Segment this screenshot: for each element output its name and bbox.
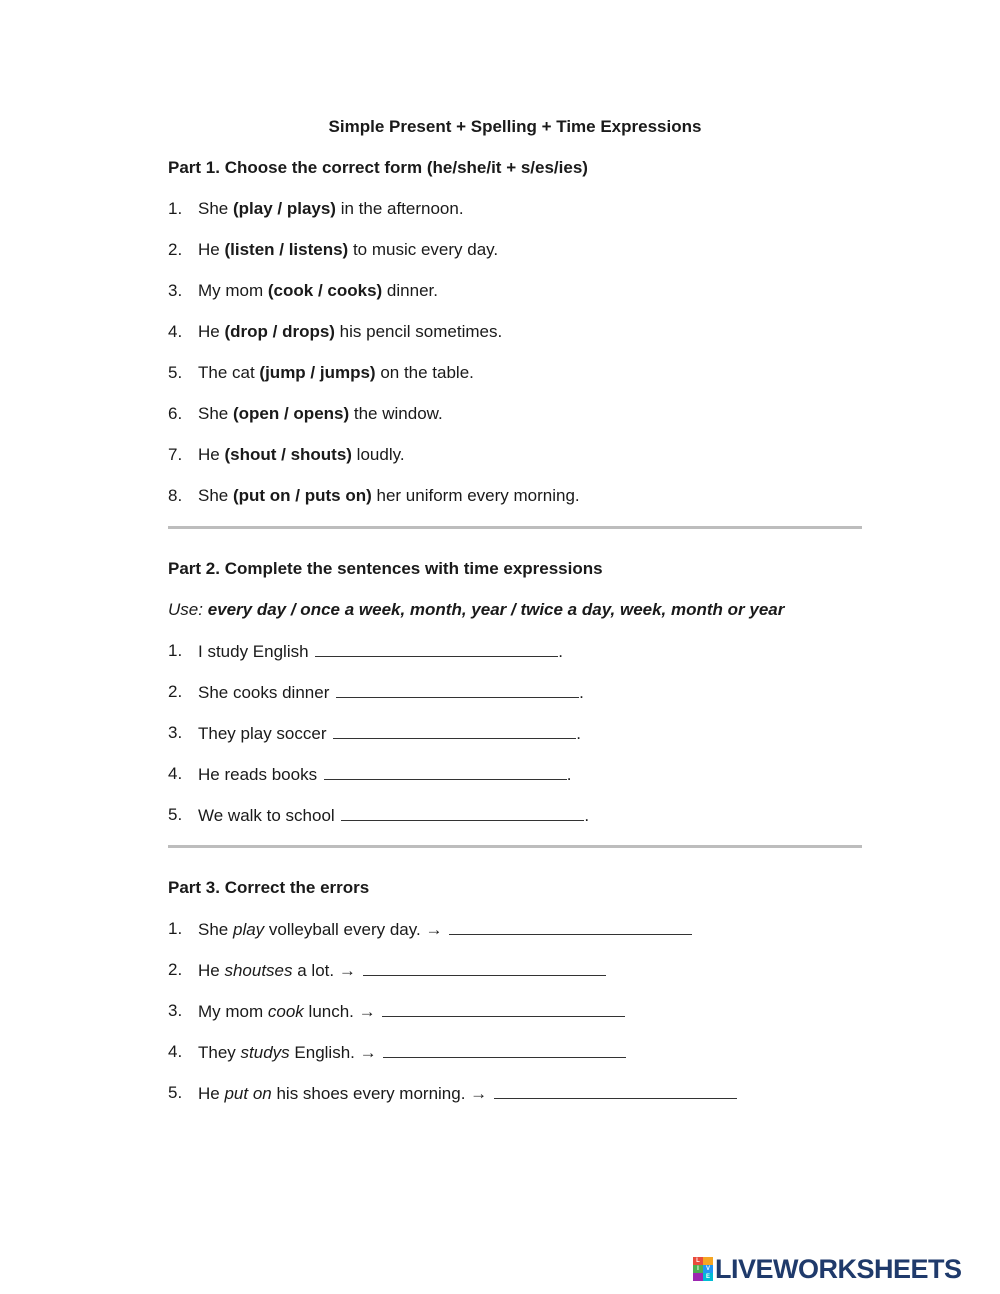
item-number: 5. (168, 1083, 183, 1102)
item-text: He (198, 445, 225, 464)
item-text: her uniform every morning. (371, 486, 580, 505)
liveworksheets-mark-icon (693, 1257, 713, 1281)
answer-blank[interactable] (341, 804, 584, 821)
item-number: 8. (168, 486, 183, 505)
item-number: 5. (168, 805, 183, 824)
item-text: She (198, 486, 233, 505)
item-text: volleyball every day. (264, 920, 426, 939)
mark-cell: L (693, 1257, 703, 1265)
item-end: . (558, 642, 564, 661)
item-text: She (198, 199, 233, 218)
item-text: We walk to school (198, 806, 340, 825)
list-item (168, 722, 862, 744)
mark-cell: E (703, 1273, 713, 1281)
item-text: The cat (198, 363, 260, 382)
item-text: loudly. (351, 445, 405, 464)
list-item (168, 403, 862, 425)
part1-list (168, 198, 862, 507)
error-word: cook (267, 1002, 304, 1021)
item-end: . (579, 683, 584, 702)
item-end: . (584, 806, 590, 825)
list-item (168, 804, 862, 826)
mark-cell: I (693, 1265, 703, 1273)
part3-list (168, 918, 862, 1104)
choice-option[interactable]: (cook / cooks) (267, 281, 383, 300)
error-word: studys (240, 1043, 290, 1062)
list-item (168, 918, 862, 940)
list-item (168, 1000, 862, 1022)
liveworksheets-logo (693, 1255, 962, 1283)
part2-heading: Part 2. Complete the sentences with time expressions (168, 559, 603, 578)
mark-cell (703, 1257, 713, 1265)
item-text: He (198, 1084, 225, 1103)
item-number: 5. (168, 363, 183, 382)
answer-blank[interactable] (382, 1000, 625, 1017)
choice-option[interactable]: (open / opens) (232, 404, 350, 423)
choice-option[interactable]: (jump / jumps) (259, 363, 376, 382)
brand-name: LIVEWORKSHEETS (715, 1254, 962, 1284)
item-text: in the afternoon. (335, 199, 464, 218)
answer-blank[interactable] (324, 763, 567, 780)
item-text: He (198, 961, 225, 980)
item-number: 2. (168, 960, 183, 979)
item-text: My mom (198, 1002, 268, 1021)
item-number: 1. (168, 919, 183, 938)
worksheet (168, 116, 862, 1123)
item-number: 1. (168, 199, 183, 218)
answer-blank[interactable] (494, 1082, 737, 1099)
item-text: He reads books (198, 765, 322, 784)
part3-heading: Part 3. Correct the errors (168, 878, 370, 897)
choice-option[interactable]: (play / plays) (232, 199, 336, 218)
list-item (168, 239, 862, 261)
item-text: My mom (198, 281, 268, 300)
answer-blank[interactable] (449, 918, 692, 935)
item-end: . (566, 765, 572, 784)
use-label: Use: (168, 600, 208, 619)
item-text: They (198, 1043, 241, 1062)
use-options: every day / once a week, month, year / twice a day, week, month or year (207, 600, 785, 619)
list-item (168, 1041, 862, 1063)
item-text: She cooks dinner (198, 683, 335, 702)
item-number: 6. (168, 404, 183, 423)
item-number: 2. (168, 240, 183, 259)
error-word: play (232, 920, 265, 939)
answer-blank[interactable] (383, 1041, 626, 1058)
item-number: 4. (168, 764, 183, 783)
item-text: She (198, 920, 233, 939)
answer-blank[interactable] (333, 722, 576, 739)
item-number: 3. (168, 723, 183, 742)
section-divider (168, 526, 862, 529)
item-text: on the table. (375, 363, 474, 382)
list-item (168, 198, 862, 220)
list-item (168, 362, 862, 384)
item-end: . (576, 724, 581, 743)
arrow-icon: → (359, 1043, 377, 1062)
section-divider (168, 845, 862, 848)
mark-cell: V (703, 1265, 713, 1273)
use-options-line (168, 599, 862, 621)
answer-blank[interactable] (363, 959, 606, 976)
choice-option[interactable]: (shout / shouts) (224, 445, 352, 464)
part2-list (168, 640, 862, 826)
arrow-icon: → (358, 1002, 376, 1021)
item-text: English. (289, 1043, 360, 1062)
item-text: They play soccer (198, 724, 332, 743)
item-text: the window. (349, 404, 443, 423)
error-word: put on (224, 1084, 272, 1103)
choice-option[interactable]: (listen / listens) (224, 240, 349, 259)
item-text: a lot. (292, 961, 339, 980)
list-item (168, 485, 862, 507)
list-item (168, 640, 862, 662)
answer-blank[interactable] (315, 640, 558, 657)
item-text: She (198, 404, 233, 423)
list-item (168, 1082, 862, 1104)
part1-heading: Part 1. Choose the correct form (he/she/it + s/es/ies) (168, 158, 588, 177)
item-number: 3. (168, 281, 183, 300)
item-number: 4. (168, 322, 183, 341)
item-text: dinner. (382, 281, 438, 300)
choice-option[interactable]: (put on / puts on) (232, 486, 372, 505)
list-item (168, 681, 862, 703)
item-text: his pencil sometimes. (334, 322, 503, 341)
item-text: He (198, 322, 225, 341)
error-word: shoutses (224, 961, 293, 980)
list-item (168, 959, 862, 981)
list-item (168, 444, 862, 466)
answer-blank[interactable] (336, 681, 579, 698)
item-number: 1. (168, 641, 183, 660)
item-text: I study English (198, 642, 314, 661)
arrow-icon: → (470, 1084, 488, 1103)
item-number: 2. (168, 682, 183, 701)
item-number: 7. (168, 445, 183, 464)
list-item (168, 321, 862, 343)
arrow-icon: → (338, 961, 356, 980)
choice-option[interactable]: (drop / drops) (224, 322, 335, 341)
item-text: lunch. (303, 1002, 359, 1021)
arrow-icon: → (425, 920, 443, 939)
item-text: to music every day. (348, 240, 499, 259)
item-number: 3. (168, 1001, 183, 1020)
mark-cell (693, 1273, 703, 1281)
item-text: his shoes every morning. (271, 1084, 471, 1103)
list-item (168, 280, 862, 302)
item-number: 4. (168, 1042, 183, 1061)
item-text: He (198, 240, 225, 259)
page-title: Simple Present + Spelling + Time Expressions (328, 117, 702, 136)
list-item (168, 763, 862, 785)
